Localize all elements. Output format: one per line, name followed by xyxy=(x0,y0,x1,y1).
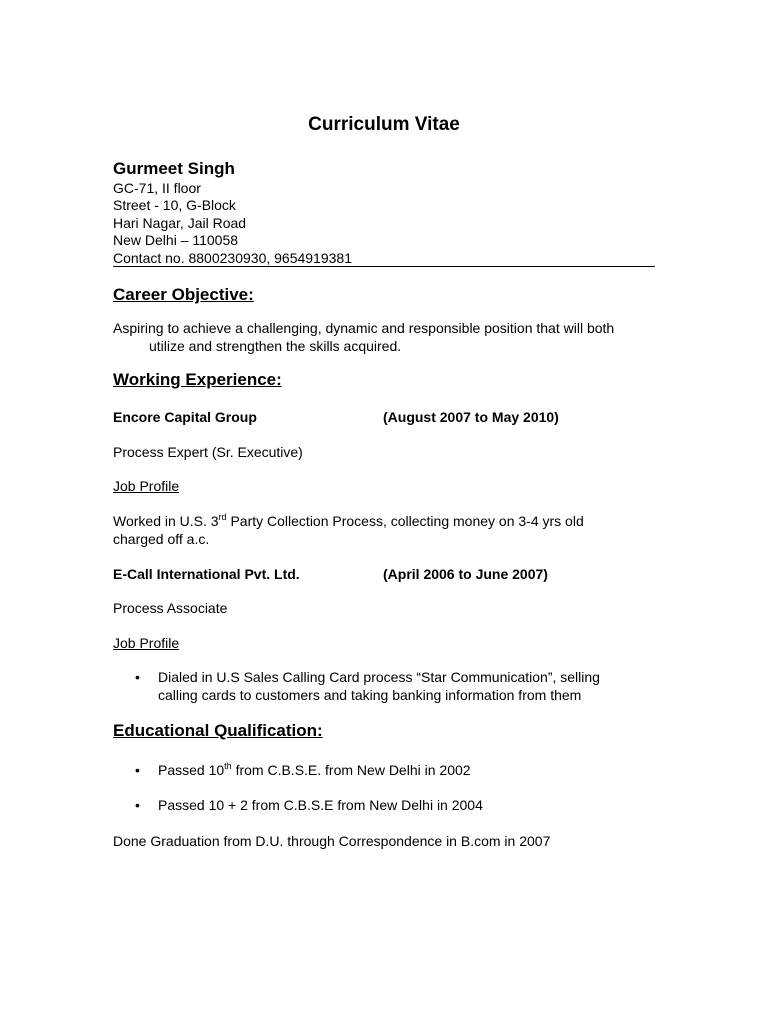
candidate-name: Gurmeet Singh xyxy=(113,159,235,178)
list-item-text: Passed 10 + 2 from C.B.S.E from New Delhi in 2004 xyxy=(158,797,483,813)
address-line: New Delhi – 110058 xyxy=(113,232,239,249)
list-item-line: calling cards to customers and taking banking information from them xyxy=(158,686,582,703)
working-experience-heading: Working Experience: xyxy=(113,370,282,389)
job-role: Process Expert (Sr. Executive) xyxy=(113,444,303,460)
ordinal-suffix: rd xyxy=(218,512,227,522)
address-line: GC-71, II floor xyxy=(113,180,201,196)
job-description-line: charged off a.c. xyxy=(113,530,210,547)
education-heading: Educational Qualification: xyxy=(113,721,323,740)
bullet-icon: • xyxy=(135,669,140,685)
job-profile-label: Job Profile xyxy=(113,478,180,494)
company-name: Encore Capital Group xyxy=(113,409,257,425)
job-header xyxy=(113,409,559,425)
list-item-line: Dialed in U.S Sales Calling Card process “Star Communication”, selling xyxy=(158,669,600,685)
address-line: Street - 10, G-Block xyxy=(113,197,236,214)
address-line: Hari Nagar, Jail Road xyxy=(113,214,247,231)
list-item-text-part: Passed 10 xyxy=(158,762,225,778)
header-divider xyxy=(113,266,655,267)
job-description-text: Party Collection Process, collecting money on 3-4 yrs old xyxy=(226,513,584,529)
career-objective-heading: Career Objective: xyxy=(113,285,254,304)
job-description-line xyxy=(113,513,584,531)
list-item-text-part: from C.B.S.E. from New Delhi in 2002 xyxy=(231,762,471,778)
career-objective-line: Aspiring to achieve a challenging, dynamic and responsible position that will both xyxy=(113,320,615,336)
bullet-icon: • xyxy=(135,762,140,778)
job-role: Process Associate xyxy=(113,600,228,616)
job-period: (April 2006 to June 2007) xyxy=(383,566,548,582)
document-title: Curriculum Vitae xyxy=(308,114,460,135)
job-description xyxy=(113,513,584,548)
job-header xyxy=(113,566,548,582)
career-objective-text xyxy=(113,320,614,355)
career-objective-line: utilize and strengthen the skills acquired. xyxy=(149,337,402,354)
list-item-text xyxy=(158,762,471,780)
ordinal-suffix: th xyxy=(224,761,232,771)
company-name: E-Call International Pvt. Ltd. xyxy=(113,566,300,582)
address-block xyxy=(113,180,352,267)
job-profile-label: Job Profile xyxy=(113,635,180,651)
job-description-text: Worked in U.S. 3 xyxy=(113,513,219,529)
bullet-icon: • xyxy=(135,797,140,813)
job-period: (August 2007 to May 2010) xyxy=(383,409,559,425)
contact-line: Contact no. 8800230930, 9654919381 xyxy=(113,249,352,266)
list-item-text xyxy=(158,669,600,704)
graduation-text: Done Graduation from D.U. through Correspondence in B.com in 2007 xyxy=(113,833,551,849)
